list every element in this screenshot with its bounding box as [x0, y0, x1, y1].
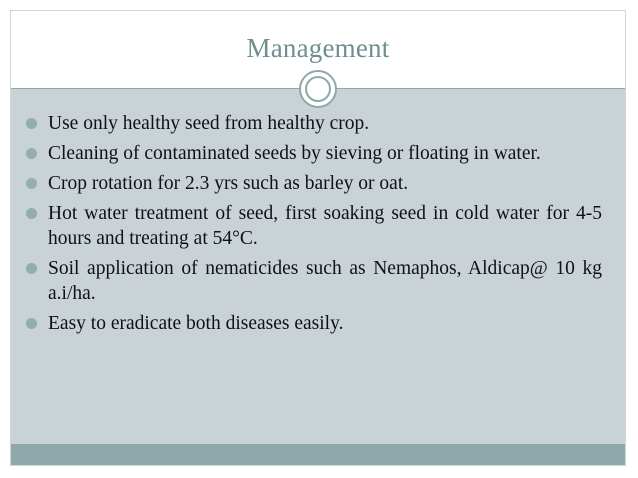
- bullet-text: Hot water treatment of seed, first soaking seed in cold water for 4-5 hours and treating at 54°C.: [48, 203, 602, 249]
- bullet-item: [26, 201, 602, 251]
- bullet-dot-icon: [26, 178, 37, 189]
- bullet-dot-icon: [26, 118, 37, 129]
- bullet-text: Easy to eradicate both diseases easily.: [48, 313, 344, 334]
- bullet-item: [26, 256, 602, 306]
- slide-title: Management: [246, 33, 390, 63]
- bullet-text: Soil application of nematicides such as Nemaphos, Aldicap@ 10 kg a.i/ha.: [48, 258, 602, 304]
- bullet-dot-icon: [26, 148, 37, 159]
- bullet-text: Use only healthy seed from healthy crop.: [48, 113, 370, 134]
- bullet-item: [26, 311, 602, 336]
- bullet-item: [26, 171, 602, 196]
- bullet-dot-icon: [26, 263, 37, 274]
- bullet-dot-icon: [26, 318, 37, 329]
- bullet-list: [26, 111, 602, 341]
- bullet-item: [26, 111, 602, 136]
- bullet-text: Crop rotation for 2.3 yrs such as barley or oat.: [48, 173, 409, 194]
- bullet-dot-icon: [26, 208, 37, 219]
- circle-ornament-inner: [305, 76, 331, 102]
- bullet-item: [26, 141, 602, 166]
- bullet-text: Cleaning of contaminated seeds by sieving or floating in water.: [48, 143, 541, 164]
- bottom-accent-bar: [11, 444, 625, 465]
- circle-ornament-icon: [299, 70, 337, 108]
